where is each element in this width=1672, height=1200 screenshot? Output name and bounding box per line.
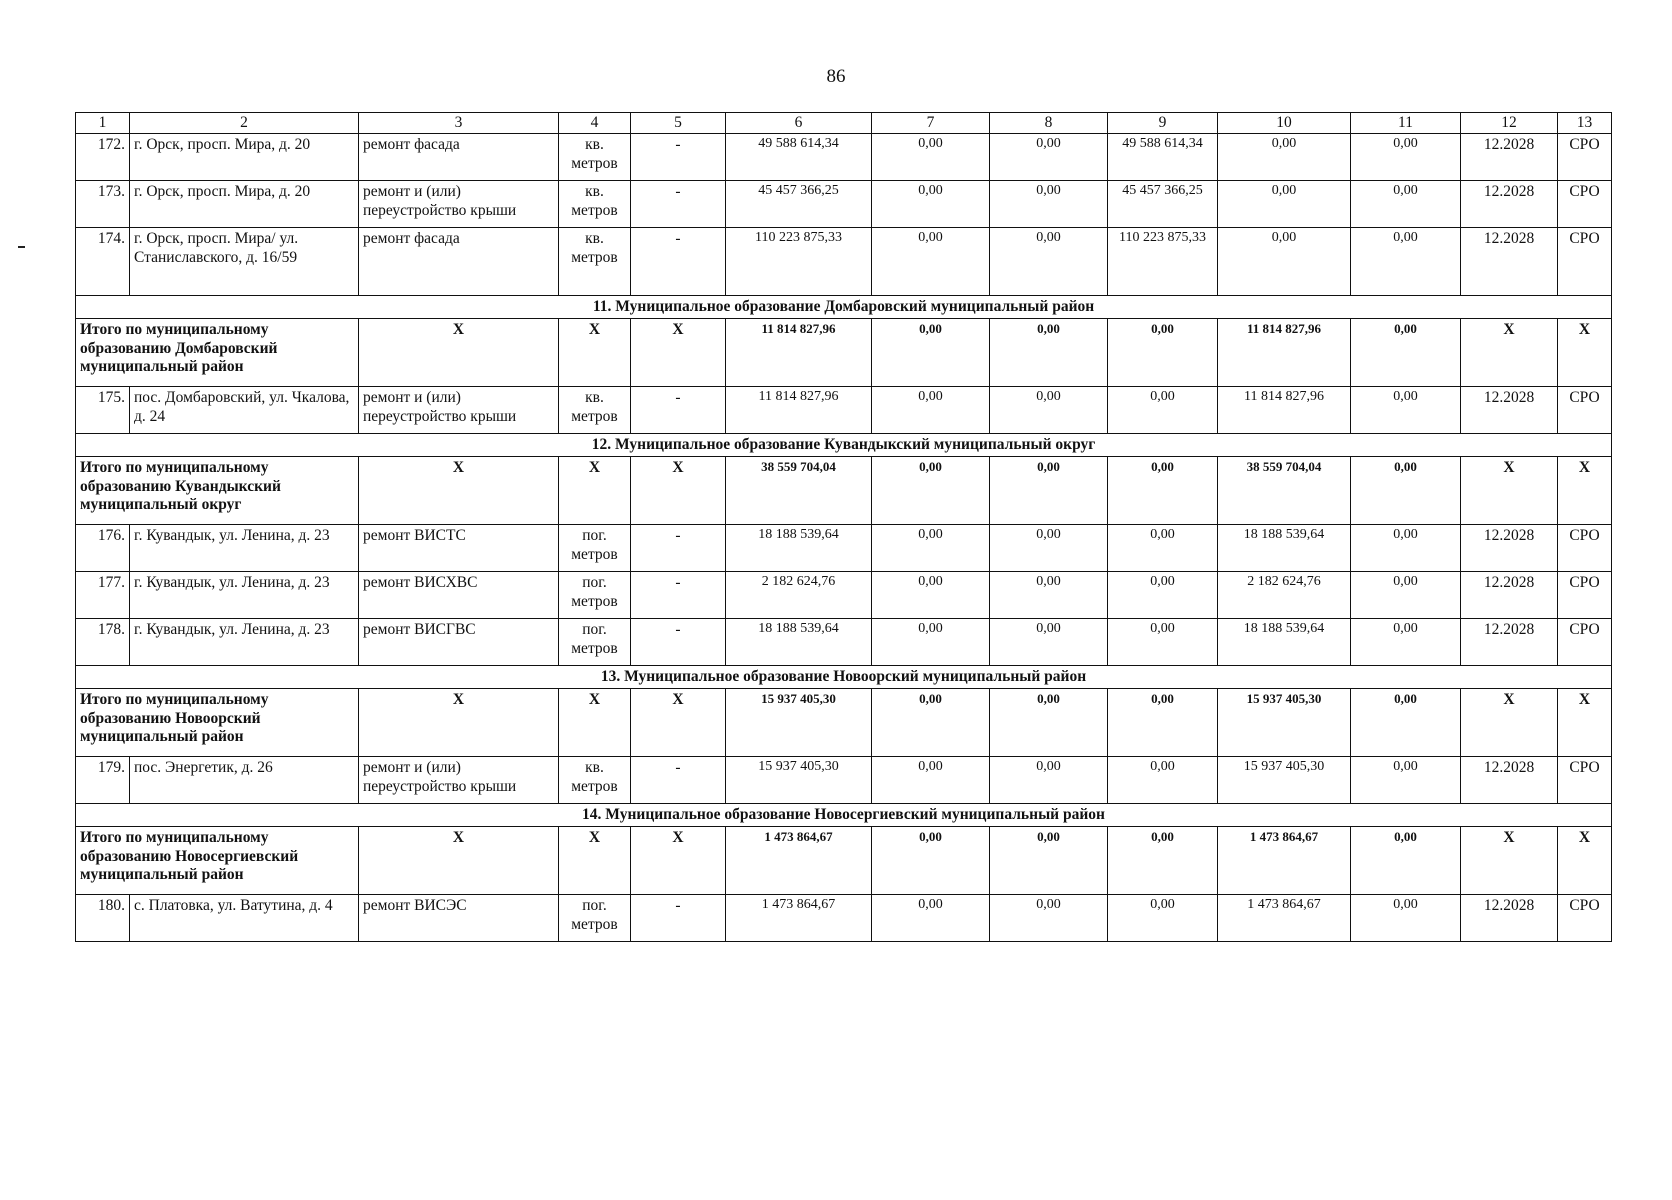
cost-cell-11: 0,00 bbox=[1351, 525, 1461, 572]
subtotal-cell-7: 0,00 bbox=[872, 319, 990, 387]
subtotal-cell-8: 0,00 bbox=[990, 319, 1108, 387]
deadline-cell: 12.2028 bbox=[1461, 757, 1558, 804]
subtotal-label: Итого по муниципальному образованию Кувандыкский муниципальный округ bbox=[76, 457, 359, 525]
unit-cell: кв. метров bbox=[559, 181, 631, 228]
deadline-cell: 12.2028 bbox=[1461, 525, 1558, 572]
cost-cell-9: 45 457 366,25 bbox=[1108, 181, 1218, 228]
row-number: 172. bbox=[76, 134, 130, 181]
subtotal-cell-unit: X bbox=[559, 689, 631, 757]
section-title: 11. Муниципальное образование Домбаровский муниципальный район bbox=[76, 296, 1612, 319]
capital-repair-register-table bbox=[75, 112, 1612, 942]
address-cell: с. Платовка, ул. Ватутина, д. 4 bbox=[130, 895, 359, 942]
subtotal-cell-8: 0,00 bbox=[990, 457, 1108, 525]
column-header: 12 bbox=[1461, 113, 1558, 134]
cost-cell-10: 2 182 624,76 bbox=[1218, 572, 1351, 619]
cost-cell-11: 0,00 bbox=[1351, 134, 1461, 181]
cost-cell-10: 0,00 bbox=[1218, 134, 1351, 181]
cost-cell-8: 0,00 bbox=[990, 895, 1108, 942]
margin-mark bbox=[18, 246, 25, 248]
unit-cell: пог. метров bbox=[559, 619, 631, 666]
cost-cell-7: 0,00 bbox=[872, 895, 990, 942]
deadline-cell: 12.2028 bbox=[1461, 572, 1558, 619]
column-number-row bbox=[76, 113, 1612, 134]
address-cell: г. Орск, просп. Мира/ ул. Станиславского, д. 16/59 bbox=[130, 228, 359, 296]
unit-cell: кв. метров bbox=[559, 228, 631, 296]
subtotal-cell-9: 0,00 bbox=[1108, 457, 1218, 525]
subtotal-cell-13: X bbox=[1558, 689, 1612, 757]
row-number: 177. bbox=[76, 572, 130, 619]
row-number: 173. bbox=[76, 181, 130, 228]
address-cell: г. Орск, просп. Мира, д. 20 bbox=[130, 181, 359, 228]
subtotal-cell-5: X bbox=[631, 827, 726, 895]
page-number: 86 bbox=[826, 66, 846, 87]
subtotal-cell-7: 0,00 bbox=[872, 689, 990, 757]
subtotal-label: Итого по муниципальному образованию Новоорский муниципальный район bbox=[76, 689, 359, 757]
subtotal-row bbox=[76, 457, 1612, 525]
row-number: 180. bbox=[76, 895, 130, 942]
cost-cell-8: 0,00 bbox=[990, 387, 1108, 434]
address-cell: г. Орск, просп. Мира, д. 20 bbox=[130, 134, 359, 181]
subtotal-cell-unit: X bbox=[559, 457, 631, 525]
cost-cell-11: 0,00 bbox=[1351, 895, 1461, 942]
subtotal-cell-work: X bbox=[359, 457, 559, 525]
subtotal-cell-unit: X bbox=[559, 319, 631, 387]
row-number: 176. bbox=[76, 525, 130, 572]
deadline-cell: 12.2028 bbox=[1461, 895, 1558, 942]
method-cell: СРО bbox=[1558, 387, 1612, 434]
total-cost-cell: 18 188 539,64 bbox=[726, 525, 872, 572]
cost-cell-8: 0,00 bbox=[990, 181, 1108, 228]
table-row bbox=[76, 387, 1612, 434]
unit-cell: пог. метров bbox=[559, 895, 631, 942]
subtotal-cell-total-cost: 15 937 405,30 bbox=[726, 689, 872, 757]
cost-cell-8: 0,00 bbox=[990, 619, 1108, 666]
work-type-cell: ремонт и (или) переустройство крыши bbox=[359, 181, 559, 228]
cost-cell-11: 0,00 bbox=[1351, 757, 1461, 804]
table-row bbox=[76, 228, 1612, 296]
subtotal-cell-10: 1 473 864,67 bbox=[1218, 827, 1351, 895]
address-cell: г. Кувандык, ул. Ленина, д. 23 bbox=[130, 619, 359, 666]
section-title: 14. Муниципальное образование Новосергиевский муниципальный район bbox=[76, 804, 1612, 827]
deadline-cell: 12.2028 bbox=[1461, 619, 1558, 666]
method-cell: СРО bbox=[1558, 181, 1612, 228]
cost-cell-11: 0,00 bbox=[1351, 181, 1461, 228]
column-header: 10 bbox=[1218, 113, 1351, 134]
subtotal-cell-work: X bbox=[359, 689, 559, 757]
total-cost-cell: 2 182 624,76 bbox=[726, 572, 872, 619]
row-number: 178. bbox=[76, 619, 130, 666]
method-cell: СРО bbox=[1558, 525, 1612, 572]
work-type-cell: ремонт фасада bbox=[359, 134, 559, 181]
column-header: 13 bbox=[1558, 113, 1612, 134]
address-cell: г. Кувандык, ул. Ленина, д. 23 bbox=[130, 525, 359, 572]
subtotal-row bbox=[76, 827, 1612, 895]
subtotal-label: Итого по муниципальному образованию Новосергиевский муниципальный район bbox=[76, 827, 359, 895]
unit-cell: кв. метров bbox=[559, 757, 631, 804]
subtotal-cell-8: 0,00 bbox=[990, 827, 1108, 895]
cost-cell-7: 0,00 bbox=[872, 228, 990, 296]
subtotal-cell-11: 0,00 bbox=[1351, 457, 1461, 525]
cost-cell-8: 0,00 bbox=[990, 572, 1108, 619]
cost-cell-11: 0,00 bbox=[1351, 228, 1461, 296]
cost-cell-9: 0,00 bbox=[1108, 572, 1218, 619]
address-cell: пос. Энергетик, д. 26 bbox=[130, 757, 359, 804]
cost-cell-10: 1 473 864,67 bbox=[1218, 895, 1351, 942]
total-cost-cell: 45 457 366,25 bbox=[726, 181, 872, 228]
column-header: 3 bbox=[359, 113, 559, 134]
subtotal-cell-work: X bbox=[359, 319, 559, 387]
method-cell: СРО bbox=[1558, 619, 1612, 666]
column-header: 11 bbox=[1351, 113, 1461, 134]
subtotal-row bbox=[76, 689, 1612, 757]
section-header-row bbox=[76, 666, 1612, 689]
section-title: 12. Муниципальное образование Кувандыкский муниципальный округ bbox=[76, 434, 1612, 457]
method-cell: СРО bbox=[1558, 895, 1612, 942]
subtotal-cell-12: X bbox=[1461, 689, 1558, 757]
column-header: 6 bbox=[726, 113, 872, 134]
total-cost-cell: 49 588 614,34 bbox=[726, 134, 872, 181]
cost-cell-7: 0,00 bbox=[872, 134, 990, 181]
subtotal-cell-5: X bbox=[631, 689, 726, 757]
unit-cell: кв. метров bbox=[559, 134, 631, 181]
cost-cell-10: 15 937 405,30 bbox=[1218, 757, 1351, 804]
subtotal-cell-12: X bbox=[1461, 319, 1558, 387]
subtotal-cell-11: 0,00 bbox=[1351, 319, 1461, 387]
cost-cell-10: 11 814 827,96 bbox=[1218, 387, 1351, 434]
cost-cell-10: 18 188 539,64 bbox=[1218, 619, 1351, 666]
volume-cell: - bbox=[631, 228, 726, 296]
cost-cell-10: 0,00 bbox=[1218, 181, 1351, 228]
work-type-cell: ремонт ВИСЭС bbox=[359, 895, 559, 942]
address-cell: пос. Домбаровский, ул. Чкалова, д. 24 bbox=[130, 387, 359, 434]
column-header: 1 bbox=[76, 113, 130, 134]
subtotal-cell-12: X bbox=[1461, 457, 1558, 525]
cost-cell-9: 0,00 bbox=[1108, 895, 1218, 942]
column-header: 7 bbox=[872, 113, 990, 134]
total-cost-cell: 110 223 875,33 bbox=[726, 228, 872, 296]
cost-cell-8: 0,00 bbox=[990, 134, 1108, 181]
subtotal-cell-total-cost: 11 814 827,96 bbox=[726, 319, 872, 387]
subtotal-cell-5: X bbox=[631, 319, 726, 387]
cost-cell-7: 0,00 bbox=[872, 387, 990, 434]
section-header-row bbox=[76, 804, 1612, 827]
work-type-cell: ремонт и (или) переустройство крыши bbox=[359, 387, 559, 434]
cost-cell-9: 0,00 bbox=[1108, 619, 1218, 666]
unit-cell: пог. метров bbox=[559, 572, 631, 619]
cost-cell-7: 0,00 bbox=[872, 572, 990, 619]
method-cell: СРО bbox=[1558, 228, 1612, 296]
cost-cell-7: 0,00 bbox=[872, 525, 990, 572]
method-cell: СРО bbox=[1558, 757, 1612, 804]
row-number: 175. bbox=[76, 387, 130, 434]
cost-cell-9: 0,00 bbox=[1108, 757, 1218, 804]
deadline-cell: 12.2028 bbox=[1461, 228, 1558, 296]
subtotal-cell-8: 0,00 bbox=[990, 689, 1108, 757]
deadline-cell: 12.2028 bbox=[1461, 134, 1558, 181]
method-cell: СРО bbox=[1558, 134, 1612, 181]
table-row bbox=[76, 757, 1612, 804]
unit-cell: пог. метров bbox=[559, 525, 631, 572]
subtotal-cell-10: 38 559 704,04 bbox=[1218, 457, 1351, 525]
subtotal-cell-11: 0,00 bbox=[1351, 827, 1461, 895]
cost-cell-7: 0,00 bbox=[872, 181, 990, 228]
row-number: 174. bbox=[76, 228, 130, 296]
cost-cell-11: 0,00 bbox=[1351, 387, 1461, 434]
column-header: 4 bbox=[559, 113, 631, 134]
column-header: 8 bbox=[990, 113, 1108, 134]
volume-cell: - bbox=[631, 757, 726, 804]
subtotal-cell-total-cost: 38 559 704,04 bbox=[726, 457, 872, 525]
work-type-cell: ремонт фасада bbox=[359, 228, 559, 296]
row-number: 179. bbox=[76, 757, 130, 804]
subtotal-cell-13: X bbox=[1558, 827, 1612, 895]
subtotal-cell-unit: X bbox=[559, 827, 631, 895]
deadline-cell: 12.2028 bbox=[1461, 181, 1558, 228]
subtotal-cell-total-cost: 1 473 864,67 bbox=[726, 827, 872, 895]
subtotal-cell-13: X bbox=[1558, 457, 1612, 525]
table-row bbox=[76, 525, 1612, 572]
volume-cell: - bbox=[631, 619, 726, 666]
work-type-cell: ремонт ВИСТС bbox=[359, 525, 559, 572]
subtotal-cell-10: 15 937 405,30 bbox=[1218, 689, 1351, 757]
work-type-cell: ремонт ВИСГВС bbox=[359, 619, 559, 666]
subtotal-row bbox=[76, 319, 1612, 387]
cost-cell-10: 18 188 539,64 bbox=[1218, 525, 1351, 572]
cost-cell-9: 0,00 bbox=[1108, 525, 1218, 572]
subtotal-cell-10: 11 814 827,96 bbox=[1218, 319, 1351, 387]
cost-cell-8: 0,00 bbox=[990, 228, 1108, 296]
subtotal-cell-11: 0,00 bbox=[1351, 689, 1461, 757]
subtotal-cell-7: 0,00 bbox=[872, 827, 990, 895]
section-title: 13. Муниципальное образование Новоорский муниципальный район bbox=[76, 666, 1612, 689]
cost-cell-9: 0,00 bbox=[1108, 387, 1218, 434]
volume-cell: - bbox=[631, 895, 726, 942]
address-cell: г. Кувандык, ул. Ленина, д. 23 bbox=[130, 572, 359, 619]
subtotal-cell-13: X bbox=[1558, 319, 1612, 387]
method-cell: СРО bbox=[1558, 572, 1612, 619]
section-header-row bbox=[76, 434, 1612, 457]
table-body bbox=[76, 113, 1612, 942]
section-header-row bbox=[76, 296, 1612, 319]
volume-cell: - bbox=[631, 134, 726, 181]
subtotal-cell-9: 0,00 bbox=[1108, 319, 1218, 387]
cost-cell-7: 0,00 bbox=[872, 757, 990, 804]
subtotal-cell-12: X bbox=[1461, 827, 1558, 895]
volume-cell: - bbox=[631, 525, 726, 572]
subtotal-cell-5: X bbox=[631, 457, 726, 525]
subtotal-cell-work: X bbox=[359, 827, 559, 895]
volume-cell: - bbox=[631, 387, 726, 434]
cost-cell-10: 0,00 bbox=[1218, 228, 1351, 296]
total-cost-cell: 15 937 405,30 bbox=[726, 757, 872, 804]
cost-cell-11: 0,00 bbox=[1351, 572, 1461, 619]
table-row bbox=[76, 895, 1612, 942]
subtotal-cell-9: 0,00 bbox=[1108, 689, 1218, 757]
cost-cell-9: 49 588 614,34 bbox=[1108, 134, 1218, 181]
cost-cell-9: 110 223 875,33 bbox=[1108, 228, 1218, 296]
deadline-cell: 12.2028 bbox=[1461, 387, 1558, 434]
table-row bbox=[76, 619, 1612, 666]
subtotal-label: Итого по муниципальному образованию Домбаровский муниципальный район bbox=[76, 319, 359, 387]
cost-cell-7: 0,00 bbox=[872, 619, 990, 666]
work-type-cell: ремонт ВИСХВС bbox=[359, 572, 559, 619]
table-row bbox=[76, 134, 1612, 181]
work-type-cell: ремонт и (или) переустройство крыши bbox=[359, 757, 559, 804]
volume-cell: - bbox=[631, 572, 726, 619]
subtotal-cell-7: 0,00 bbox=[872, 457, 990, 525]
cost-cell-8: 0,00 bbox=[990, 757, 1108, 804]
total-cost-cell: 1 473 864,67 bbox=[726, 895, 872, 942]
total-cost-cell: 18 188 539,64 bbox=[726, 619, 872, 666]
table-row bbox=[76, 181, 1612, 228]
table-row bbox=[76, 572, 1612, 619]
cost-cell-8: 0,00 bbox=[990, 525, 1108, 572]
volume-cell: - bbox=[631, 181, 726, 228]
column-header: 9 bbox=[1108, 113, 1218, 134]
total-cost-cell: 11 814 827,96 bbox=[726, 387, 872, 434]
cost-cell-11: 0,00 bbox=[1351, 619, 1461, 666]
column-header: 5 bbox=[631, 113, 726, 134]
subtotal-cell-9: 0,00 bbox=[1108, 827, 1218, 895]
column-header: 2 bbox=[130, 113, 359, 134]
unit-cell: кв. метров bbox=[559, 387, 631, 434]
